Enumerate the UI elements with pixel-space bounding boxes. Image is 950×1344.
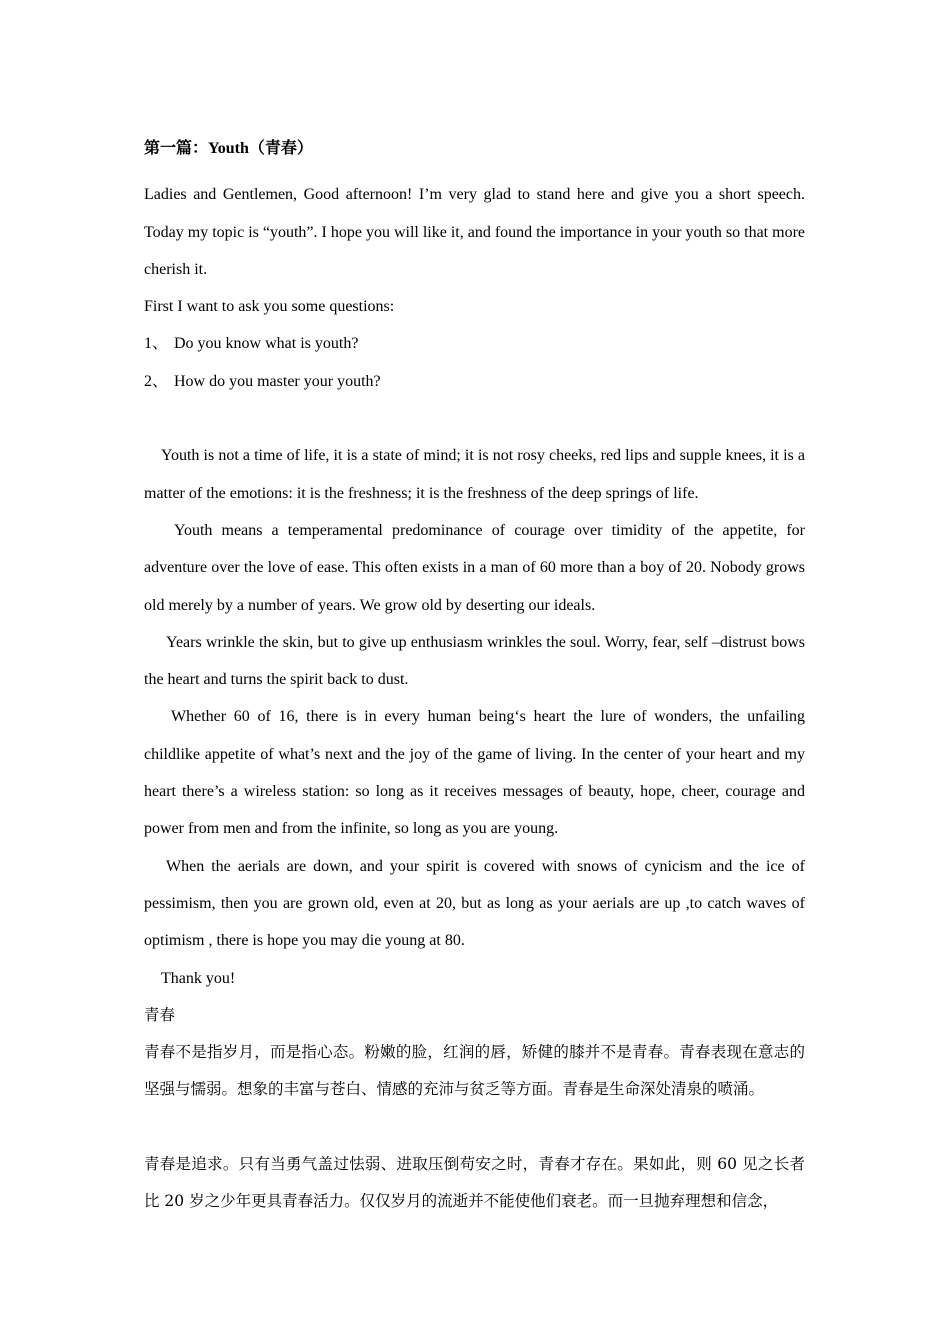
body-paragraph-3: Years wrinkle the skin, but to give up enthusiasm wrinkles the soul. Worry, fear, self –distrust bows the heart and turns the spirit back to dust.: [144, 633, 805, 689]
body-paragraph-5: When the aerials are down, and your spirit is covered with snows of cynicism and the ice of pessimism, then you are grown old, even at 20, but as long as your aerials are up ,to catch waves of optimism , there is hope you may die young at 80.: [144, 857, 805, 950]
question-number: 2、: [144, 372, 169, 390]
body-paragraph-1: Youth is not a time of life, it is a state of mind; it is not rosy cheeks, red lips and supple knees, it is a matter of the emotions: it is the freshness; it is the freshness of the deep springs of life.: [144, 447, 805, 502]
question-item-2: [144, 363, 805, 400]
chinese-title: 青春: [144, 1005, 176, 1024]
question-text: Do you know what is youth?: [174, 335, 359, 353]
chinese-paragraph-1: 青春不是指岁月，而是指心态。粉嫩的脸，红润的唇，矫健的膝并不是青春。青春表现在意志的坚强与懦弱。想象的丰富与苍白、情感的充沛与贫乏等方面。青春是生命深处清泉的喷涌。: [144, 1043, 805, 1099]
spacer: [144, 1109, 805, 1146]
question-item-1: [144, 325, 805, 362]
intro-paragraph: Ladies and Gentlemen, Good afternoon! I’m very glad to stand here and give you a short speech. Today my topic is “youth”. I hope you will like it, and found the importance in your youth so that more cherish it.: [144, 186, 805, 278]
question-text: How do you master your youth?: [174, 372, 381, 390]
closing-thanks: Thank you!: [161, 969, 236, 987]
document-content: [144, 130, 805, 1221]
body-paragraph-4: Whether 60 of 16, there is in every human being‘s heart the lure of wonders, the unfailing childlike appetite of what’s next and the joy of the game of living. In the center of your heart and my heart there’s a wireless station: so long as it receives messages of beauty, hope, cheer, courage and power from men and from the infinite, so long as you are young.: [144, 708, 805, 838]
chinese-paragraph-2: 青春是追求。只有当勇气盖过怯弱、进取压倒苟安之时，青春才存在。果如此，则 60 见之长者比 20 岁之少年更具青春活力。仅仅岁月的流逝并不能使他们衰老。而一旦抛弃理想和信念，: [144, 1155, 805, 1211]
body-paragraph-2: Youth means a temperamental predominance of courage over timidity of the appetite, for adventure over the love of ease. This often exists in a man of 60 more than a boy of 20. Nobody grows old merely by a number of years. We grow old by deserting our ideals.: [144, 521, 805, 614]
document-title: 第一篇：Youth（青春）: [144, 140, 313, 157]
spacer: [144, 400, 805, 437]
question-number: 1、: [144, 335, 169, 353]
intro-question-lead: First I want to ask you some questions:: [144, 298, 395, 316]
